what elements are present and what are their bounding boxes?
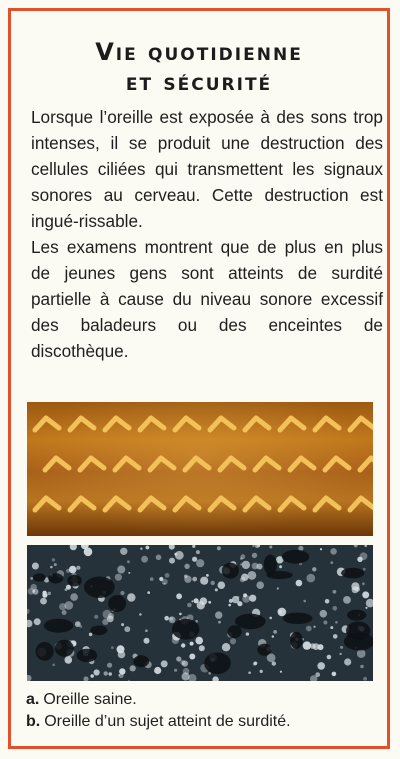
texture-speck xyxy=(252,563,259,570)
cell-gap xyxy=(347,610,366,621)
paragraph-1: Lorsque l’oreille est exposée à des sons trop intenses, il se produit une destruction des cellules ciliées qui transmettent les signaux sonores au cerveau. Cette destruction est ingué-rissable. xyxy=(31,107,383,231)
texture-speck xyxy=(192,557,197,562)
texture-speck xyxy=(139,613,142,616)
texture-speck xyxy=(280,671,282,673)
healthy-ear-photo xyxy=(27,402,373,536)
texture-speck xyxy=(269,546,272,549)
texture-speck xyxy=(343,596,351,604)
hair-bundle xyxy=(280,498,304,510)
texture-speck xyxy=(362,582,365,585)
texture-speck xyxy=(94,615,98,619)
cell-gap xyxy=(172,619,200,640)
texture-speck xyxy=(364,545,367,547)
texture-speck xyxy=(108,672,112,676)
caption-a-marker: a. xyxy=(26,691,40,708)
texture-speck xyxy=(119,673,124,678)
hair-bundle xyxy=(255,458,279,470)
paragraph-2: Les examens montrent que de plus en plus de jeunes gens sont atteints de surdité partielle à cause du niveau sonore excessif des baladeurs ou des enceintes de discothèque. xyxy=(31,237,383,361)
cell-gap xyxy=(228,625,242,638)
texture-speck xyxy=(357,557,362,562)
texture-speck xyxy=(211,581,215,585)
texture-speck xyxy=(218,621,221,624)
hair-bundle xyxy=(315,418,339,430)
texture-speck xyxy=(330,626,333,629)
texture-speck xyxy=(184,575,188,579)
texture-speck xyxy=(83,676,88,681)
hair-bundle xyxy=(210,418,234,430)
texture-speck xyxy=(237,596,240,599)
cell-gap xyxy=(133,655,149,667)
texture-speck xyxy=(325,599,330,604)
cell-gap xyxy=(283,613,313,624)
texture-speck xyxy=(330,561,333,564)
texture-speck xyxy=(195,637,203,645)
texture-speck xyxy=(273,630,277,634)
texture-speck xyxy=(362,591,369,598)
caption-a xyxy=(26,689,376,711)
texture-speck xyxy=(120,548,127,555)
texture-speck xyxy=(34,618,41,625)
texture-speck xyxy=(130,665,136,671)
texture-speck xyxy=(181,643,185,647)
texture-speck xyxy=(241,574,248,581)
texture-speck xyxy=(76,566,80,570)
texture-speck xyxy=(354,545,358,547)
texture-speck xyxy=(145,629,148,632)
cell-gap xyxy=(341,568,364,579)
texture-speck xyxy=(315,672,320,677)
texture-speck xyxy=(104,671,108,675)
caption-b xyxy=(26,711,376,733)
texture-speck xyxy=(50,566,53,569)
hair-bundle xyxy=(105,418,129,430)
hair-bundle xyxy=(140,498,164,510)
texture-speck xyxy=(313,643,320,650)
healthy-hair-cells-image xyxy=(27,402,373,536)
cell-gap xyxy=(222,563,239,579)
hair-bundle xyxy=(175,498,199,510)
texture-speck xyxy=(54,563,57,566)
hair-bundle xyxy=(80,458,104,470)
texture-speck xyxy=(323,621,327,625)
texture-speck xyxy=(165,573,170,578)
hair-bundle xyxy=(290,458,314,470)
cell-gap xyxy=(44,619,73,633)
texture-speck xyxy=(306,626,312,632)
texture-speck xyxy=(335,621,338,624)
texture-speck xyxy=(240,563,242,565)
texture-speck xyxy=(70,545,77,550)
texture-speck xyxy=(360,665,364,669)
texture-speck xyxy=(70,593,78,601)
texture-speck xyxy=(27,675,32,681)
texture-speck xyxy=(183,668,190,675)
cell-gap xyxy=(108,595,126,612)
texture-speck xyxy=(150,577,154,581)
texture-speck xyxy=(117,566,125,574)
texture-speck xyxy=(296,580,303,587)
texture-speck xyxy=(199,645,205,651)
texture-speck xyxy=(317,662,325,670)
texture-speck xyxy=(161,660,168,667)
texture-speck xyxy=(120,591,124,595)
texture-speck xyxy=(30,577,33,580)
texture-speck xyxy=(156,555,162,561)
box-title xyxy=(11,37,387,97)
texture-speck xyxy=(269,617,272,620)
title-line-2: et sécurité xyxy=(125,68,273,96)
caption-a-text: Oreille saine. xyxy=(43,691,137,708)
texture-speck xyxy=(249,595,256,602)
cell-gap xyxy=(235,614,266,630)
texture-speck xyxy=(222,643,230,651)
texture-speck xyxy=(79,625,82,628)
texture-speck xyxy=(217,546,221,550)
hair-bundle xyxy=(70,418,94,430)
hair-bundle xyxy=(245,498,269,510)
texture-speck xyxy=(194,598,199,603)
texture-speck xyxy=(320,610,328,618)
texture-speck xyxy=(246,632,249,635)
texture-speck xyxy=(248,671,251,674)
texture-speck xyxy=(312,567,316,571)
texture-speck xyxy=(340,646,343,649)
texture-speck xyxy=(333,606,338,611)
damaged-ear-photo xyxy=(27,545,373,681)
texture-speck xyxy=(32,563,39,570)
damaged-hair-cells-image xyxy=(27,545,373,681)
hair-bundle xyxy=(70,498,94,510)
caption-b-marker: b. xyxy=(26,713,41,730)
texture-speck xyxy=(215,611,222,618)
texture-speck xyxy=(352,586,359,593)
texture-speck xyxy=(206,574,209,577)
cell-gap xyxy=(67,575,81,587)
texture-speck xyxy=(162,579,168,585)
hair-bundle xyxy=(35,418,59,430)
figure-captions xyxy=(26,689,376,733)
hair-bundle xyxy=(220,458,244,470)
texture-speck xyxy=(180,660,185,665)
texture-speck xyxy=(230,638,236,644)
texture-speck xyxy=(89,633,93,637)
texture-speck xyxy=(169,545,175,550)
texture-speck xyxy=(174,553,177,556)
texture-speck xyxy=(65,656,73,664)
texture-speck xyxy=(208,601,211,604)
caption-b-text: Oreille d’un sujet atteint de surdité. xyxy=(44,713,291,730)
texture-speck xyxy=(141,556,148,563)
cell-gap xyxy=(84,577,115,598)
hair-bundle xyxy=(185,458,209,470)
texture-speck xyxy=(59,603,66,610)
texture-speck xyxy=(279,565,282,568)
texture-speck xyxy=(27,609,30,614)
texture-speck xyxy=(218,581,226,589)
texture-speck xyxy=(277,587,279,589)
texture-speck xyxy=(366,599,373,608)
texture-speck xyxy=(176,656,181,661)
texture-speck xyxy=(124,626,130,632)
texture-speck xyxy=(228,604,231,607)
texture-speck xyxy=(303,641,311,649)
texture-speck xyxy=(333,634,338,639)
texture-speck xyxy=(200,577,208,585)
texture-speck xyxy=(252,553,257,558)
hair-bundle xyxy=(150,458,174,470)
texture-speck xyxy=(118,651,126,659)
texture-speck xyxy=(344,658,351,665)
texture-speck xyxy=(42,591,46,595)
texture-speck xyxy=(272,635,274,637)
hair-bundle xyxy=(280,418,304,430)
cell-gap xyxy=(48,573,63,583)
texture-speck xyxy=(307,574,316,583)
texture-speck xyxy=(215,588,218,591)
texture-speck xyxy=(52,558,55,561)
texture-speck xyxy=(103,610,112,619)
texture-speck xyxy=(237,601,242,606)
cell-gap xyxy=(282,550,309,564)
texture-speck xyxy=(196,559,204,567)
texture-speck xyxy=(363,677,367,681)
texture-speck xyxy=(212,676,218,681)
texture-speck xyxy=(179,613,182,616)
cell-gap xyxy=(90,626,107,636)
cell-gap xyxy=(344,633,373,651)
hair-bundle xyxy=(350,418,373,430)
hair-bundle xyxy=(175,418,199,430)
texture-speck xyxy=(255,545,260,548)
texture-speck xyxy=(200,597,208,605)
hair-bundle xyxy=(245,418,269,430)
hair-bundle xyxy=(45,458,69,470)
texture-speck xyxy=(32,590,35,593)
texture-speck xyxy=(69,566,77,574)
texture-speck xyxy=(192,577,197,582)
cell-gap xyxy=(257,644,271,656)
texture-speck xyxy=(164,616,169,621)
texture-speck xyxy=(127,593,135,601)
texture-speck xyxy=(40,598,47,605)
texture-speck xyxy=(184,564,189,569)
texture-speck xyxy=(121,623,124,626)
hair-bundle xyxy=(115,458,139,470)
texture-speck xyxy=(330,548,337,555)
texture-speck xyxy=(115,574,122,581)
texture-speck xyxy=(332,672,337,677)
texture-speck xyxy=(187,603,192,608)
texture-speck xyxy=(196,550,200,554)
texture-speck xyxy=(176,593,182,599)
texture-speck xyxy=(327,655,332,660)
texture-speck xyxy=(128,680,130,681)
texture-speck xyxy=(111,646,114,649)
hair-bundle xyxy=(105,498,129,510)
cell-gap xyxy=(77,649,98,662)
texture-speck xyxy=(146,546,150,550)
texture-speck xyxy=(174,669,177,672)
texture-speck xyxy=(190,642,194,646)
texture-speck xyxy=(47,592,51,596)
texture-speck xyxy=(189,654,195,660)
texture-speck xyxy=(357,649,366,658)
hair-bundle xyxy=(350,498,373,510)
texture-speck xyxy=(128,572,130,574)
cell-gap xyxy=(55,640,74,657)
texture-speck xyxy=(154,667,161,674)
texture-speck xyxy=(107,663,112,668)
texture-speck xyxy=(313,626,315,628)
texture-speck xyxy=(363,568,366,571)
hair-bundle xyxy=(140,418,164,430)
texture-speck xyxy=(169,558,175,564)
texture-speck xyxy=(339,653,341,655)
texture-speck xyxy=(94,669,100,675)
cell-gap xyxy=(264,555,277,575)
texture-speck xyxy=(333,590,337,594)
texture-speck xyxy=(303,600,306,603)
texture-speck xyxy=(191,600,193,602)
hair-bundle xyxy=(210,498,234,510)
texture-speck xyxy=(140,548,142,550)
texture-speck xyxy=(248,571,257,580)
hair-bundle xyxy=(325,458,349,470)
texture-speck xyxy=(52,664,55,667)
texture-speck xyxy=(127,560,130,563)
texture-speck xyxy=(365,607,367,609)
cell-gap xyxy=(290,632,303,649)
texture-speck xyxy=(256,581,264,589)
texture-speck xyxy=(240,557,243,560)
hair-bundle xyxy=(360,458,373,470)
texture-speck xyxy=(192,545,195,548)
texture-speck xyxy=(147,591,150,594)
texture-speck xyxy=(298,546,303,551)
body-text xyxy=(31,104,383,364)
texture-speck xyxy=(27,620,33,627)
hair-bundle xyxy=(35,498,59,510)
texture-speck xyxy=(66,585,71,590)
texture-speck xyxy=(260,670,263,673)
cell-gap xyxy=(36,642,54,661)
texture-speck xyxy=(242,561,250,569)
title-line-1: Vie quotidienne xyxy=(95,38,303,66)
texture-speck xyxy=(253,662,257,666)
texture-speck xyxy=(169,617,173,621)
texture-speck xyxy=(278,608,287,617)
texture-speck xyxy=(252,545,254,547)
texture-speck xyxy=(144,638,150,644)
texture-speck xyxy=(320,548,322,550)
texture-speck xyxy=(62,610,67,615)
cell-gap xyxy=(33,573,46,581)
hair-bundle xyxy=(315,498,339,510)
texture-speck xyxy=(90,674,94,678)
texture-speck xyxy=(272,661,276,665)
texture-speck xyxy=(242,595,250,603)
cell-gap xyxy=(204,653,231,675)
